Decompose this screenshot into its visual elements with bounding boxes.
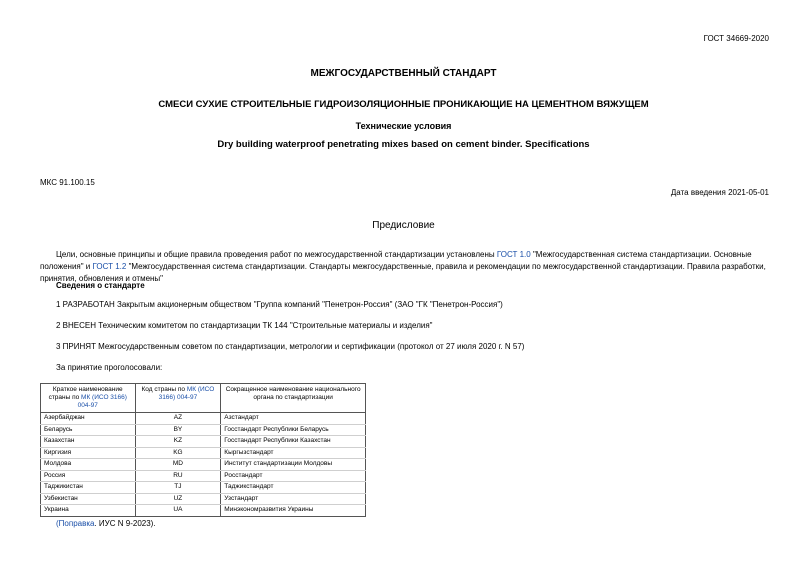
mk-iso-3166-link[interactable]: МК (ИСО 3166) 004-97 <box>158 386 215 401</box>
country-name: Таджикистан <box>41 482 136 494</box>
country-name: Россия <box>41 470 136 482</box>
gost-1-0-link[interactable]: ГОСТ 1.0 <box>496 250 531 259</box>
document-code: ГОСТ 34669-2020 <box>703 34 769 43</box>
info-item-introduced: 2 ВНЕСЕН Техническим комитетом по стандартизации ТК 144 "Строительные материалы и изделия" <box>56 321 433 330</box>
national-body: Росстандарт <box>221 470 366 482</box>
national-body: Институт стандартизации Молдовы <box>221 459 366 471</box>
preface-intro-paragraph <box>40 249 772 285</box>
standard-info-heading: Сведения о стандарте <box>56 281 145 290</box>
national-body: Азстандарт <box>221 413 366 425</box>
preface-heading: Предисловие <box>372 220 435 231</box>
country-name: Азербайджан <box>41 413 136 425</box>
country-name: Беларусь <box>41 424 136 436</box>
country-code: MD <box>135 459 221 471</box>
table-row <box>41 459 366 471</box>
table-row <box>41 470 366 482</box>
national-body: Госстандарт Республики Казахстан <box>221 436 366 448</box>
mks-code: МКС 91.100.15 <box>40 178 95 187</box>
table-header-row <box>41 384 366 413</box>
amendment-open-paren: ( <box>56 519 59 528</box>
document-subtitle-ru: Технические условия <box>355 121 452 131</box>
document-title-en: Dry building waterproof penetrating mixes based on cement binder. Specifications <box>217 139 590 150</box>
table-row <box>41 493 366 505</box>
national-body: Таджикстандарт <box>221 482 366 494</box>
intro-text-part3: "Межгосударственная система стандартизации. Стандарты межгосударственные, правила и рекомендации по межгосударственной стандартизации. Правила разработки, принятия, обновления и отмены" <box>40 262 766 283</box>
info-item-developed: 1 РАЗРАБОТАН Закрытым акционерным обществом "Группа компаний "Пенетрон-Россия" (ЗАО "ГК "Пенетрон-Россия") <box>56 300 503 309</box>
country-code: UZ <box>135 493 221 505</box>
national-body: Узстандарт <box>221 493 366 505</box>
intro-date: Дата введения 2021-05-01 <box>670 188 769 197</box>
table-row <box>41 424 366 436</box>
standard-type-heading: МЕЖГОСУДАРСТВЕННЫЙ СТАНДАРТ <box>310 68 497 79</box>
country-name: Украина <box>41 505 136 517</box>
country-code: KZ <box>135 436 221 448</box>
document-title-ru: СМЕСИ СУХИЕ СТРОИТЕЛЬНЫЕ ГИДРОИЗОЛЯЦИОННЫЕ ПРОНИКАЮЩИЕ НА ЦЕМЕНТНОМ ВЯЖУЩЕМ <box>158 99 649 110</box>
country-name: Киргизия <box>41 447 136 459</box>
table-row <box>41 436 366 448</box>
mk-iso-3166-link[interactable]: МК (ИСО 3166) 004-97 <box>77 394 127 409</box>
country-code: RU <box>135 470 221 482</box>
country-code: TJ <box>135 482 221 494</box>
amendment-note <box>56 519 156 528</box>
national-body: Кыргызстандарт <box>221 447 366 459</box>
country-name: Казахстан <box>41 436 136 448</box>
intro-text-part1: Цели, основные принципы и общие правила проведения работ по межгосударственной стандартизации установлены <box>56 250 497 259</box>
table-row <box>41 505 366 517</box>
national-body: Минэкономразвития Украины <box>221 505 366 517</box>
country-name: Узбекистан <box>41 493 136 505</box>
table-row <box>41 447 366 459</box>
national-body: Госстандарт Республики Беларусь <box>221 424 366 436</box>
table-row <box>41 482 366 494</box>
info-item-adopted: 3 ПРИНЯТ Межгосударственным советом по стандартизации, метрологии и сертификации (протокол от 27 июля 2020 г. N 57) <box>56 342 525 351</box>
country-code: UA <box>135 505 221 517</box>
country-code: BY <box>135 424 221 436</box>
voting-countries-table <box>40 383 366 517</box>
country-code: AZ <box>135 413 221 425</box>
header-country-code: Код страны по МК (ИСО 3166) 004-97 <box>135 384 221 413</box>
amendment-text: . ИУС N 9-2023). <box>94 519 156 528</box>
amendment-link[interactable]: Поправка <box>58 519 95 528</box>
gost-1-2-link[interactable]: ГОСТ 1.2 <box>92 262 127 271</box>
table-row <box>41 413 366 425</box>
voted-label: За принятие проголосовали: <box>56 363 163 372</box>
header-national-body: Сокращенное наименование национального органа по стандартизации <box>221 384 366 413</box>
header-country-name: Краткое наименование страны по МК (ИСО 3166) 004-97 <box>41 384 136 413</box>
country-code: KG <box>135 447 221 459</box>
country-name: Молдова <box>41 459 136 471</box>
intro-text-part2: "Межгосударственная система стандартизации. Основные положения" и <box>40 250 752 271</box>
